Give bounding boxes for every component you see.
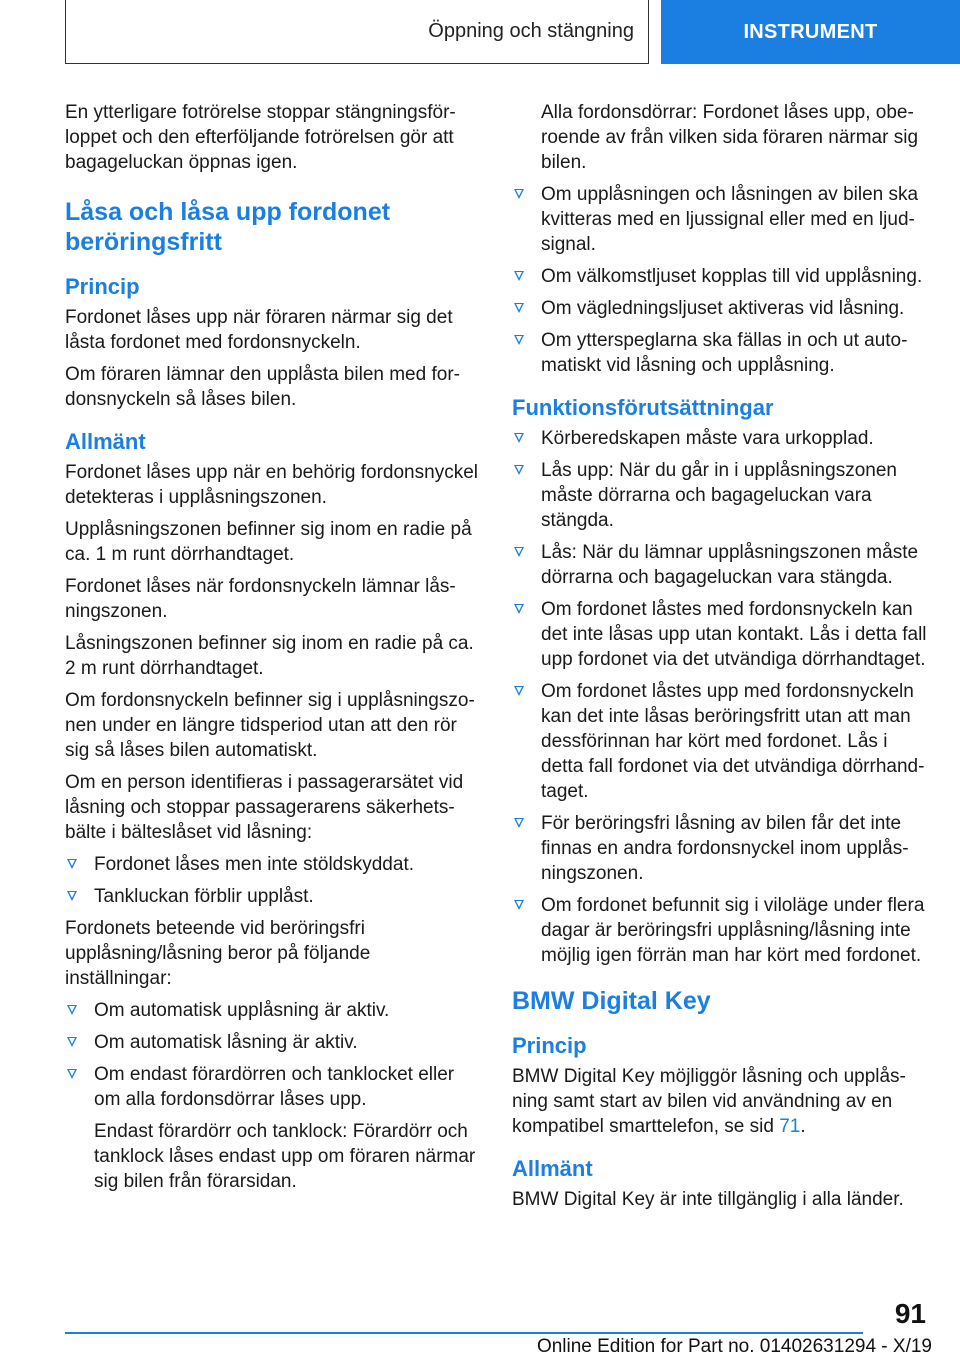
paragraph: En ytterligare fotrörelse stoppar stängningsför-loppet och den efterföljande fotrörelsen gör att bagageluckan öppnas igen. — [65, 102, 456, 173]
list-item: Lås upp: När du går in i upplåsningszonen måste dörrarna och bagageluckan vara stängda. — [512, 458, 932, 533]
list-item: Om endast förardörren och tanklocket eller om alla fordonsdörrar låses upp. — [65, 1062, 480, 1112]
list-item: Om fordonet befunnit sig i viloläge under flera dagar är beröringsfri upplåsning/låsning inte möjlig igen förrän man har kört med fordonet. — [512, 893, 932, 968]
paragraph: Fordonet låses upp när en behörig fordonsnyckel detekteras i upplåsningszonen. — [65, 462, 478, 508]
subheading-funktionsforutsattningar: Funktionsförutsättningar — [512, 395, 774, 420]
subheading-princip: Princip — [65, 274, 140, 299]
list-item: Tankluckan förblir upplåst. — [65, 884, 480, 909]
indented-paragraph: Endast förardörr och tanklock: Förardörr och tanklock låses endast upp om föraren närmar sig bilen från förarsidan. — [94, 1121, 476, 1192]
list-item: Körberedskapen måste vara urkopplad. — [512, 426, 932, 451]
page-header — [0, 0, 960, 66]
subheading-allmant: Allmänt — [512, 1156, 593, 1181]
triangle-bullet-icon — [67, 1037, 77, 1047]
chapter-tab[interactable]: INSTRUMENT — [661, 0, 960, 64]
section-title: Öppning och stängning — [65, 0, 649, 64]
triangle-bullet-icon — [514, 303, 524, 313]
list-item: Om ytterspeglarna ska fällas in och ut auto-matiskt vid låsning och upplåsning. — [512, 328, 932, 378]
paragraph: Fordonet låses när fordonsnyckeln lämnar lås-ningszonen. — [65, 576, 456, 622]
bullet-list — [512, 182, 932, 378]
triangle-bullet-icon — [514, 547, 524, 557]
triangle-bullet-icon — [514, 900, 524, 910]
list-item: Om välkomstljuset kopplas till vid upplåsning. — [512, 264, 932, 289]
list-item: Om fordonet låstes med fordonsnyckeln kan det inte låsas upp utan kontakt. Lås i detta fall upp fordonet via det utvändiga dörrhandtaget. — [512, 597, 932, 672]
triangle-bullet-icon — [514, 818, 524, 828]
left-column — [65, 100, 480, 1201]
list-item: Om upplåsningen och låsningen av bilen ska kvitteras med en ljussignal eller med en ljud-signal. — [512, 182, 932, 257]
page-number: 91 — [894, 1298, 926, 1329]
bullet-list — [512, 426, 932, 968]
triangle-bullet-icon — [67, 1069, 77, 1079]
triangle-bullet-icon — [67, 859, 77, 869]
paragraph: BMW Digital Key möjliggör låsning och upplås-ning samt start av bilen vid användning av en kompatibel smarttelefon, se sid 71. — [512, 1066, 906, 1137]
section-heading: Låsa och låsa upp fordonet beröringsfritt — [65, 198, 391, 256]
triangle-bullet-icon — [514, 189, 524, 199]
footer-edition: Online Edition for Part no. 01402631294 - X/19 — [536, 1336, 932, 1357]
triangle-bullet-icon — [514, 686, 524, 696]
triangle-bullet-icon — [514, 271, 524, 281]
paragraph: Fordonets beteende vid beröringsfri upplåsning/låsning beror på följande inställningar: — [65, 918, 371, 989]
paragraph: Om fordonsnyckeln befinner sig i upplåsningszo-nen under en längre tidsperiod utan att den rör sig så låses bilen automatiskt. — [65, 690, 475, 761]
list-item: Om automatisk låsning är aktiv. — [65, 1030, 480, 1055]
bullet-list — [65, 852, 480, 909]
paragraph: Om en person identifieras i passagerarsätet vid låsning och stoppar passagerarens säkerhets-bälte i bälteslåset vid låsning: — [65, 772, 464, 843]
triangle-bullet-icon — [67, 1005, 77, 1015]
subheading-princip: Princip — [512, 1033, 587, 1058]
bullet-list — [65, 998, 480, 1112]
page-reference-link[interactable]: 71 — [779, 1116, 801, 1137]
paragraph: Låsningszonen befinner sig inom en radie på ca. 2 m runt dörrhandtaget. — [65, 633, 474, 679]
list-item: Om fordonet låstes upp med fordonsnyckeln kan det inte låsas beröringsfritt utan att man dessförinnan har kört med fordonet. Lås i detta fall fordonet via det utvändiga dörrhand-taget. — [512, 679, 932, 804]
triangle-bullet-icon — [514, 465, 524, 475]
paragraph: Upplåsningszonen befinner sig inom en radie på ca. 1 m runt dörrhandtaget. — [65, 519, 472, 565]
list-item: Om automatisk upplåsning är aktiv. — [65, 998, 480, 1023]
list-item: Om vägledningsljuset aktiveras vid låsning. — [512, 296, 932, 321]
paragraph: Om föraren lämnar den upplåsta bilen med for-donsnyckeln så låses bilen. — [65, 364, 460, 410]
section-heading-bmw-digital-key: BMW Digital Key — [512, 987, 711, 1015]
list-item: Fordonet låses men inte stöldskyddat. — [65, 852, 480, 877]
subheading-allmant: Allmänt — [65, 429, 146, 454]
triangle-bullet-icon — [514, 335, 524, 345]
triangle-bullet-icon — [67, 891, 77, 901]
right-column — [512, 100, 932, 1219]
paragraph: Fordonet låses upp när föraren närmar sig det låsta fordonet med fordonsnyckeln. — [65, 307, 453, 353]
triangle-bullet-icon — [514, 604, 524, 614]
indented-paragraph: Alla fordonsdörrar: Fordonet låses upp, obe-roende av från vilken sida föraren närmar sig bilen. — [541, 102, 919, 173]
list-item: För beröringsfri låsning av bilen får det inte finnas en andra fordonsnyckel inom upplås-ningszonen. — [512, 811, 932, 886]
footer-divider — [65, 1332, 863, 1334]
list-item: Lås: När du lämnar upplåsningszonen måste dörrarna och bagageluckan vara stängda. — [512, 540, 932, 590]
triangle-bullet-icon — [514, 433, 524, 443]
paragraph: BMW Digital Key är inte tillgänglig i alla länder. — [512, 1189, 904, 1210]
